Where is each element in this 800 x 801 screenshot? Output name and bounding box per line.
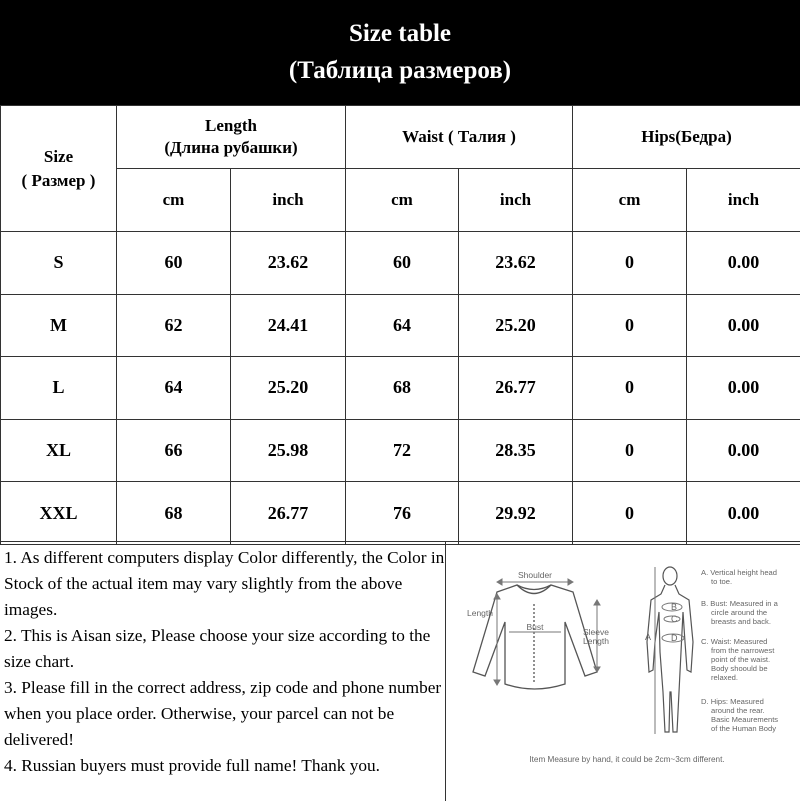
note-item: 2. This is Aisan size, Please choose your size according to the size chart. (4, 623, 445, 675)
size-header (1, 106, 117, 232)
legend-line: Body shoould be (711, 664, 768, 673)
sleeve-label-2: Length (583, 636, 609, 646)
legend-line: from the narrowest (711, 646, 775, 655)
length-unit-cm: cm (117, 169, 231, 232)
length-cm-cell: 68 (117, 482, 231, 545)
letter-c: C (671, 614, 678, 624)
hips-cm-cell: 0 (573, 419, 687, 482)
length-inch-cell: 24.41 (231, 294, 346, 357)
legend-line: breasts and back. (711, 617, 771, 626)
hips-cm-cell: 0 (573, 294, 687, 357)
table-header-row (1, 106, 800, 169)
note-item: 4. Russian buyers must provide full name! Thank you. (4, 753, 445, 779)
size-cell: L (1, 357, 117, 420)
hips-cm-cell: 0 (573, 482, 687, 545)
waist-inch-cell: 29.92 (459, 482, 573, 545)
legend-line: C. Waist: Measured (701, 637, 767, 646)
letter-a: A (645, 632, 651, 642)
hips-unit-cm: cm (573, 169, 687, 232)
hips-inch-cell: 0.00 (687, 482, 800, 545)
length-inch-cell: 26.77 (231, 482, 346, 545)
hips-inch-cell: 0.00 (687, 419, 800, 482)
waist-unit-inch: inch (459, 169, 573, 232)
table-unit-row (1, 169, 800, 232)
waist-cm-cell: 64 (346, 294, 459, 357)
size-cell: XXL (1, 482, 117, 545)
legend-line: B. Bust: Measured in a (701, 599, 779, 608)
bottom-section (0, 541, 800, 801)
size-header-label: Size (1, 147, 116, 167)
table-row (1, 232, 800, 295)
table-row (1, 357, 800, 420)
length-inch-cell: 25.20 (231, 357, 346, 420)
legend-line: circle around the (711, 608, 767, 617)
size-cell: XL (1, 419, 117, 482)
measurement-diagram-svg (447, 542, 800, 801)
notes-panel (0, 542, 446, 801)
table-row (1, 419, 800, 482)
waist-cm-cell: 72 (346, 419, 459, 482)
table-row (1, 482, 800, 545)
length-cm-cell: 64 (117, 357, 231, 420)
waist-cm-cell: 68 (346, 357, 459, 420)
sleeve-label: Sleeve (583, 627, 609, 637)
length-header-label-ru: (Длина рубашки) (117, 138, 345, 158)
length-inch-cell: 23.62 (231, 232, 346, 295)
bust-label: Bust (526, 622, 544, 632)
length-header-label: Length (117, 116, 345, 136)
note-item: 1. As different computers display Color differently, the Color in Stock of the actual item may vary slightly from the above images. (4, 545, 445, 623)
shirt-figure (473, 585, 597, 689)
hips-inch-cell: 0.00 (687, 294, 800, 357)
waist-inch-cell: 28.35 (459, 419, 573, 482)
page-subtitle: (Таблица размеров) (0, 57, 800, 85)
legend-line: point of the waist. (711, 655, 770, 664)
waist-cm-cell: 60 (346, 232, 459, 295)
waist-header: Waist ( Талия ) (346, 106, 573, 169)
note-item: 3. Please fill in the correct address, zip code and phone number when you place order. Otherwise, your parcel can not be delivered! (4, 675, 445, 753)
length-label: Length (467, 608, 493, 618)
letter-b: B (671, 602, 677, 612)
header-banner (0, 0, 800, 105)
legend-line: around the rear. (711, 706, 765, 715)
legend-line: to toe. (711, 577, 732, 586)
waist-inch-cell: 23.62 (459, 232, 573, 295)
measurement-diagram (447, 542, 800, 801)
length-inch-cell: 25.98 (231, 419, 346, 482)
waist-inch-cell: 25.20 (459, 294, 573, 357)
hips-header: Hips(Бедра) (573, 106, 800, 169)
legend-line: of the Human Body (711, 724, 776, 733)
length-unit-inch: inch (231, 169, 346, 232)
waist-unit-cm: cm (346, 169, 459, 232)
size-cell: S (1, 232, 117, 295)
legend-line: D. Hips: Measured (701, 697, 764, 706)
hips-cm-cell: 0 (573, 357, 687, 420)
hips-inch-cell: 0.00 (687, 357, 800, 420)
hips-unit-inch: inch (687, 169, 800, 232)
hips-inch-cell: 0.00 (687, 232, 800, 295)
letter-d: D (671, 633, 678, 643)
size-header-label-ru: ( Размер ) (1, 171, 116, 191)
measure-footnote: Item Measure by hand, it could be 2cm~3cm different. (529, 755, 724, 764)
legend-line: Basic Meaurements (711, 715, 778, 724)
legend-line: A. Vertical height head (701, 568, 777, 577)
length-cm-cell: 62 (117, 294, 231, 357)
size-table (0, 105, 800, 545)
body-figure (647, 567, 693, 732)
size-cell: M (1, 294, 117, 357)
shoulder-label: Shoulder (518, 570, 552, 580)
length-header (117, 106, 346, 169)
hips-cm-cell: 0 (573, 232, 687, 295)
legend-line: relaxed. (711, 673, 738, 682)
measurement-legend (701, 568, 779, 733)
length-cm-cell: 60 (117, 232, 231, 295)
waist-cm-cell: 76 (346, 482, 459, 545)
length-cm-cell: 66 (117, 419, 231, 482)
table-row (1, 294, 800, 357)
page-title: Size table (0, 20, 800, 48)
waist-inch-cell: 26.77 (459, 357, 573, 420)
